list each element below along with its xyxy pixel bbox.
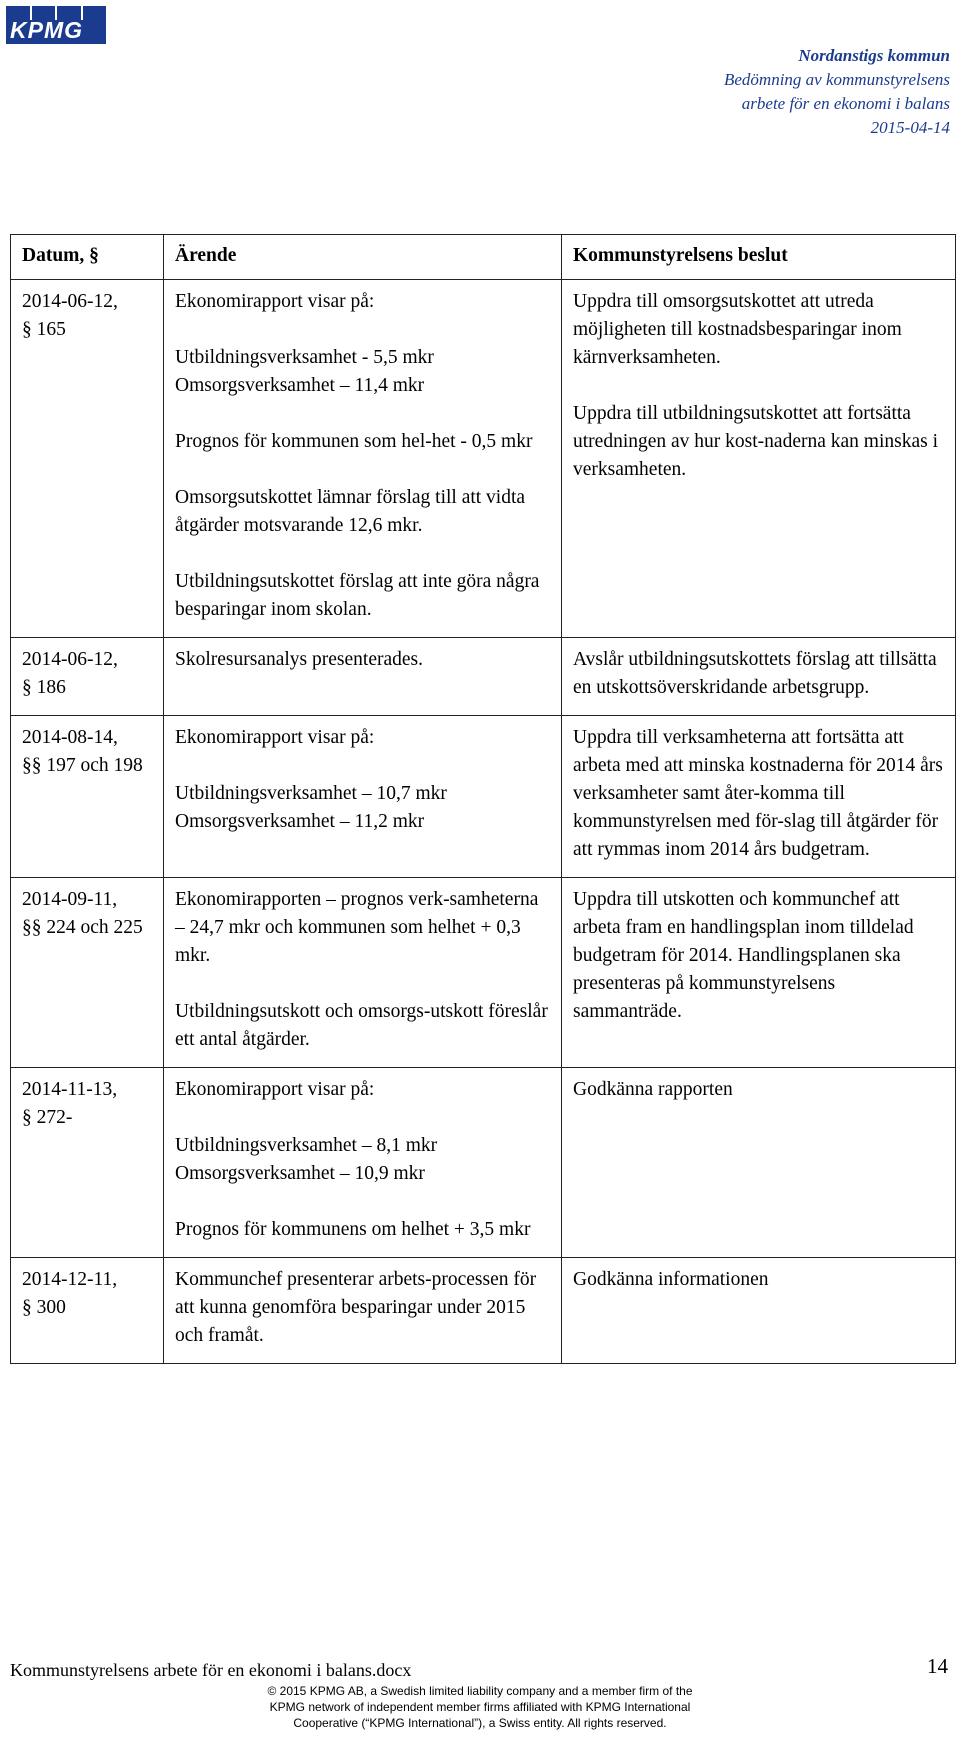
arende-text: Prognos för kommunens om helhet + 3,5 mkr: [175, 1219, 531, 1240]
arende-text: Utbildningsverksamhet - 5,5 mkr Omsorgsverksamhet – 11,4 mkr: [175, 347, 434, 396]
datum-paragraph: § 186: [22, 677, 66, 698]
document-header: [724, 44, 950, 140]
table-row: [11, 1068, 956, 1258]
page-number: 14: [927, 1654, 948, 1678]
datum-date: 2014-06-12,: [22, 649, 118, 670]
beslut-text: Uppdra till omsorgsutskottet att utreda möjligheten till kostnadsbesparingar inom kärnverksamheten.: [573, 291, 902, 368]
datum-cell: [11, 638, 164, 716]
arende-text: Kommunchef presenterar arbets-processen för att kunna genomföra besparingar under 2015 och framåt.: [175, 1269, 537, 1346]
header-org: Nordanstigs kommun: [798, 46, 950, 65]
header-date: 2015-04-14: [870, 118, 950, 137]
column-header-beslut: Kommunstyrelsens beslut: [562, 235, 956, 280]
table-row: [11, 638, 956, 716]
beslut-text: Avslår utbildningsutskottets förslag att tillsätta en utskottsöverskridande arbetsgrupp.: [573, 649, 937, 698]
copyright-line: Cooperative (“KPMG International”), a Swiss entity. All rights reserved.: [293, 1716, 667, 1730]
arende-cell: [164, 638, 562, 716]
datum-date: 2014-08-14,: [22, 727, 118, 748]
beslut-text: Uppdra till utbildningsutskottet att fortsätta utredningen av hur kost-naderna kan minskas i verksamheten.: [573, 403, 938, 480]
beslut-text: Uppdra till utskotten och kommunchef att arbeta fram en handlingsplan inom tilldelad budgetram för 2014. Handlingsplanen ska presenteras på kommunstyrelsens sammanträde.: [573, 889, 914, 1022]
column-header-datum: Datum, §: [11, 235, 164, 280]
arende-text: Skolresursanalys presenterades.: [175, 649, 424, 670]
arende-cell: [164, 1068, 562, 1258]
beslut-cell: [562, 1068, 956, 1258]
datum-paragraph: § 165: [22, 319, 66, 340]
table-row: [11, 716, 956, 878]
datum-paragraph: §§ 197 och 198: [22, 755, 143, 776]
beslut-cell: [562, 1258, 956, 1364]
datum-date: 2014-09-11,: [22, 889, 118, 910]
datum-cell: [11, 1258, 164, 1364]
footer-filename: Kommunstyrelsens arbete för en ekonomi i balans.docx: [10, 1660, 412, 1680]
beslut-cell: [562, 638, 956, 716]
datum-paragraph: § 272-: [22, 1107, 73, 1128]
datum-cell: [11, 878, 164, 1068]
arende-cell: [164, 878, 562, 1068]
arende-text: Utbildningsverksamhet – 8,1 mkr Omsorgsverksamhet – 10,9 mkr: [175, 1135, 438, 1184]
arende-text: Ekonomirapport visar på:: [175, 1079, 375, 1100]
arende-cell: [164, 1258, 562, 1364]
datum-cell: [11, 716, 164, 878]
table-row: [11, 280, 956, 638]
arende-text: Utbildningsutskott och omsorgs-utskott föreslår ett antal åtgärder.: [175, 1001, 548, 1050]
arende-cell: [164, 280, 562, 638]
decisions-table: [10, 234, 956, 1364]
logo-text: KPMG: [10, 17, 83, 43]
beslut-text: Godkänna rapporten: [573, 1079, 733, 1100]
datum-paragraph: §§ 224 och 225: [22, 917, 143, 938]
beslut-text: Godkänna informationen: [573, 1269, 769, 1290]
datum-paragraph: § 300: [22, 1297, 66, 1318]
copyright-notice: [0, 1683, 960, 1731]
copyright-line: KPMG network of independent member firms affiliated with KPMG International: [269, 1700, 691, 1714]
datum-date: 2014-06-12,: [22, 291, 118, 312]
arende-text: Utbildningsverksamhet – 10,7 mkr Omsorgsverksamhet – 11,2 mkr: [175, 783, 447, 832]
arende-text: Utbildningsutskottet förslag att inte göra några besparingar inom skolan.: [175, 571, 540, 620]
arende-text: Ekonomirapport visar på:: [175, 727, 375, 748]
table-header-row: [11, 235, 956, 280]
arende-text: Prognos för kommunen som hel-het - 0,5 mkr: [175, 431, 533, 452]
beslut-cell: [562, 716, 956, 878]
datum-cell: [11, 280, 164, 638]
datum-cell: [11, 1068, 164, 1258]
header-title-line-1: Bedömning av kommunstyrelsens: [724, 70, 950, 89]
table-row: [11, 1258, 956, 1364]
beslut-cell: [562, 280, 956, 638]
copyright-line: © 2015 KPMG AB, a Swedish limited liability company and a member firm of the: [267, 1684, 693, 1698]
arende-text: Ekonomirapport visar på:: [175, 291, 375, 312]
kpmg-logo: [6, 6, 106, 44]
datum-date: 2014-12-11,: [22, 1269, 118, 1290]
table-row: [11, 878, 956, 1068]
arende-text: Ekonomirapporten – prognos verk-samheterna – 24,7 mkr och kommunen som helhet + 0,3 mkr.: [175, 889, 539, 966]
datum-date: 2014-11-13,: [22, 1079, 118, 1100]
column-header-arende: Ärende: [164, 235, 562, 280]
header-title-line-2: arbete för en ekonomi i balans: [741, 94, 950, 113]
beslut-cell: [562, 878, 956, 1068]
beslut-text: Uppdra till verksamheterna att fortsätta att arbeta med att minska kostnaderna för 2014 års verksamheter samt åter-komma till kommunstyrelsen med för-slag till åtgärder för att rymmas inom 2014 års budgetram.: [573, 727, 943, 860]
arende-text: Omsorgsutskottet lämnar förslag till att vidta åtgärder motsvarande 12,6 mkr.: [175, 487, 526, 536]
arende-cell: [164, 716, 562, 878]
